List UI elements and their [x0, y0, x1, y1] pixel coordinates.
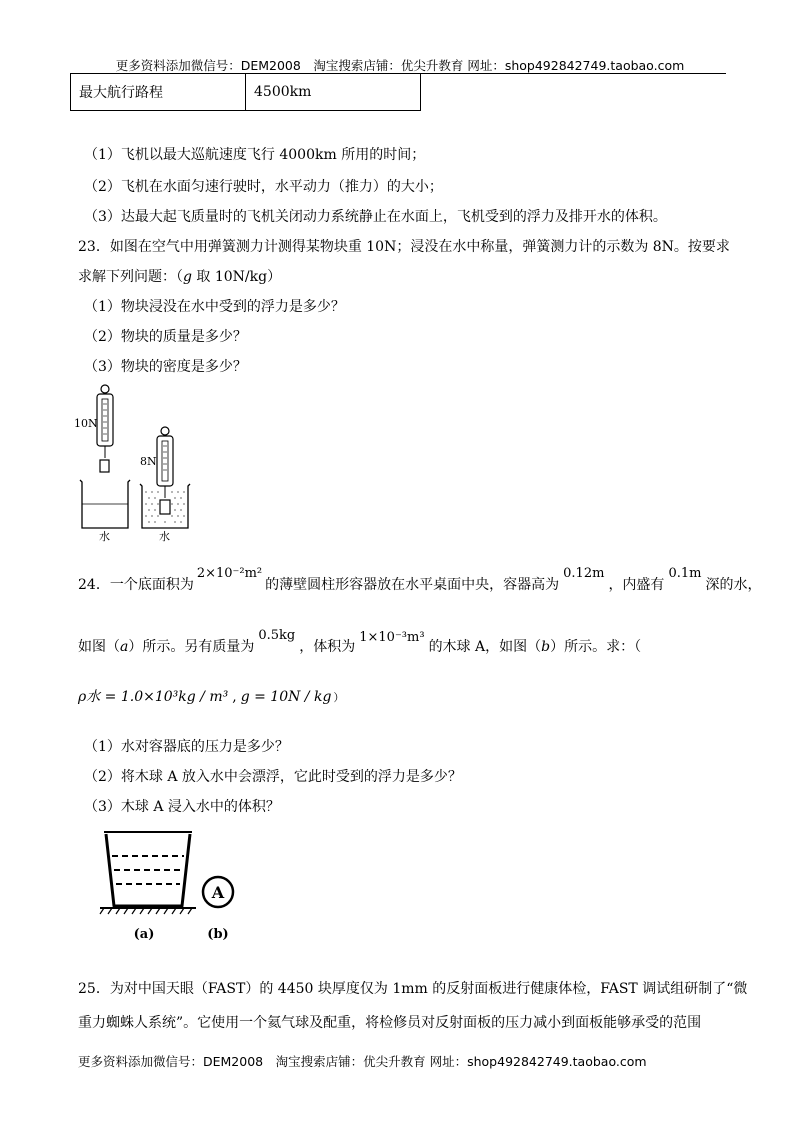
q25-stem-line2: 重力蜘蛛人系统”。它使用一个氦气球及配重，将检修员对反射面板的压力减小到面板能够承受的范围	[78, 1015, 702, 1031]
q24-gravity-value: g = 10N / kg	[240, 689, 332, 705]
q24-part-1: （1）水对容器底的压力是多少？	[84, 739, 289, 755]
right-reading-label: 8N	[140, 455, 157, 468]
page-footer: 更多资料添加微信号：DEM2008 淘宝搜索店铺：优尖升教育 网址：shop492842749.taobao.com	[78, 1054, 647, 1069]
spec-label: 最大航行路程	[71, 74, 246, 111]
ball-a-label: A	[211, 883, 225, 902]
q24-fig-a-ref: a	[120, 639, 129, 655]
q24-text: 深的水，	[705, 577, 762, 593]
q24-area-value: 2×10⁻²m²	[196, 566, 263, 581]
q22-part-1: （1）飞机以最大巡航速度飞行 4000km 所用的时间；	[84, 147, 426, 163]
q23-part-1: （1）物块浸没在水中受到的浮力是多少？	[84, 299, 345, 315]
q24-height-value: 0.12m	[563, 566, 605, 581]
q23-g-symbol: g	[183, 269, 192, 285]
q23-stem-text: 求解下列问题：（	[78, 269, 183, 285]
spec-table	[70, 73, 421, 111]
q24-text: 24．一个底面积为	[78, 577, 194, 593]
right-beaker-caption: 水	[159, 530, 170, 543]
q23-part-2: （2）物块的质量是多少？	[84, 329, 247, 345]
page-header: 更多资料添加微信号：DEM2008 淘宝搜索店铺：优尖升教育 网址：shop492842749.taobao.com	[115, 58, 685, 73]
q24-volume-value: 1×10⁻³m³	[359, 630, 425, 645]
q22-part-2: （2）飞机在水面匀速行驶时，水平动力（推力）的大小；	[84, 179, 443, 195]
q24-part-2: （2）将木球 A 放入水中会漂浮，它此时受到的浮力是多少？	[84, 769, 462, 785]
caption-a: (a)	[133, 927, 155, 942]
q24-mass-value: 0.5kg	[258, 628, 296, 643]
q24-text: 如图（	[78, 639, 120, 655]
q24-text: ）所示。求：（	[550, 639, 642, 655]
q24-depth-value: 0.1m	[668, 566, 702, 581]
q24-text: 的薄壁圆柱形容器放在水平桌面中央，容器高为	[265, 577, 560, 593]
q24-close-paren: ）	[333, 691, 345, 704]
q24-container-figure	[96, 826, 256, 946]
q24-text: ）所示。另有质量为	[128, 639, 255, 655]
spec-value: 4500km	[246, 74, 421, 111]
q23-spring-scale-figure	[70, 380, 200, 545]
q24-stem-line2	[78, 628, 642, 656]
q24-constants-line: ρ水 = 1.0×10³kg / m³ , g = 10N / kg ）	[78, 689, 345, 705]
q24-fig-b-ref: b	[541, 639, 551, 655]
q24-stem-line1	[78, 566, 762, 594]
q24-water-density: ρ水 = 1.0×10³kg / m³	[78, 689, 229, 705]
caption-b: (b)	[207, 927, 229, 942]
q23-part-3: （3）物块的密度是多少？	[84, 359, 247, 375]
table-row	[71, 74, 421, 111]
q25-stem-line1: 25．为对中国天眼（FAST）的 4450 块厚度仅为 1mm 的反射面板进行健康体检，FAST 调试组研制了“微	[78, 981, 748, 997]
q24-text: 的木球 A，如图（	[428, 639, 542, 655]
q23-stem-text-end: 取 10N/kg）	[191, 269, 282, 285]
q23-stem-line1: 23．如图在空气中用弹簧测力计测得某物块重 10N；浸没在水中称量，弹簧测力计的示数为 8N。按要求	[78, 239, 730, 255]
left-reading-label: 10N	[74, 417, 98, 430]
q22-part-3: （3）达最大起飞质量时的飞机关闭动力系统静止在水面上，飞机受到的浮力及排开水的体积。	[84, 209, 667, 225]
q23-stem-line2	[78, 266, 281, 286]
left-beaker-caption: 水	[99, 530, 110, 543]
q24-text: ，体积为	[299, 639, 356, 655]
q24-text: ，内盛有	[608, 577, 665, 593]
q24-part-3: （3）木球 A 浸入水中的体积？	[84, 799, 280, 815]
